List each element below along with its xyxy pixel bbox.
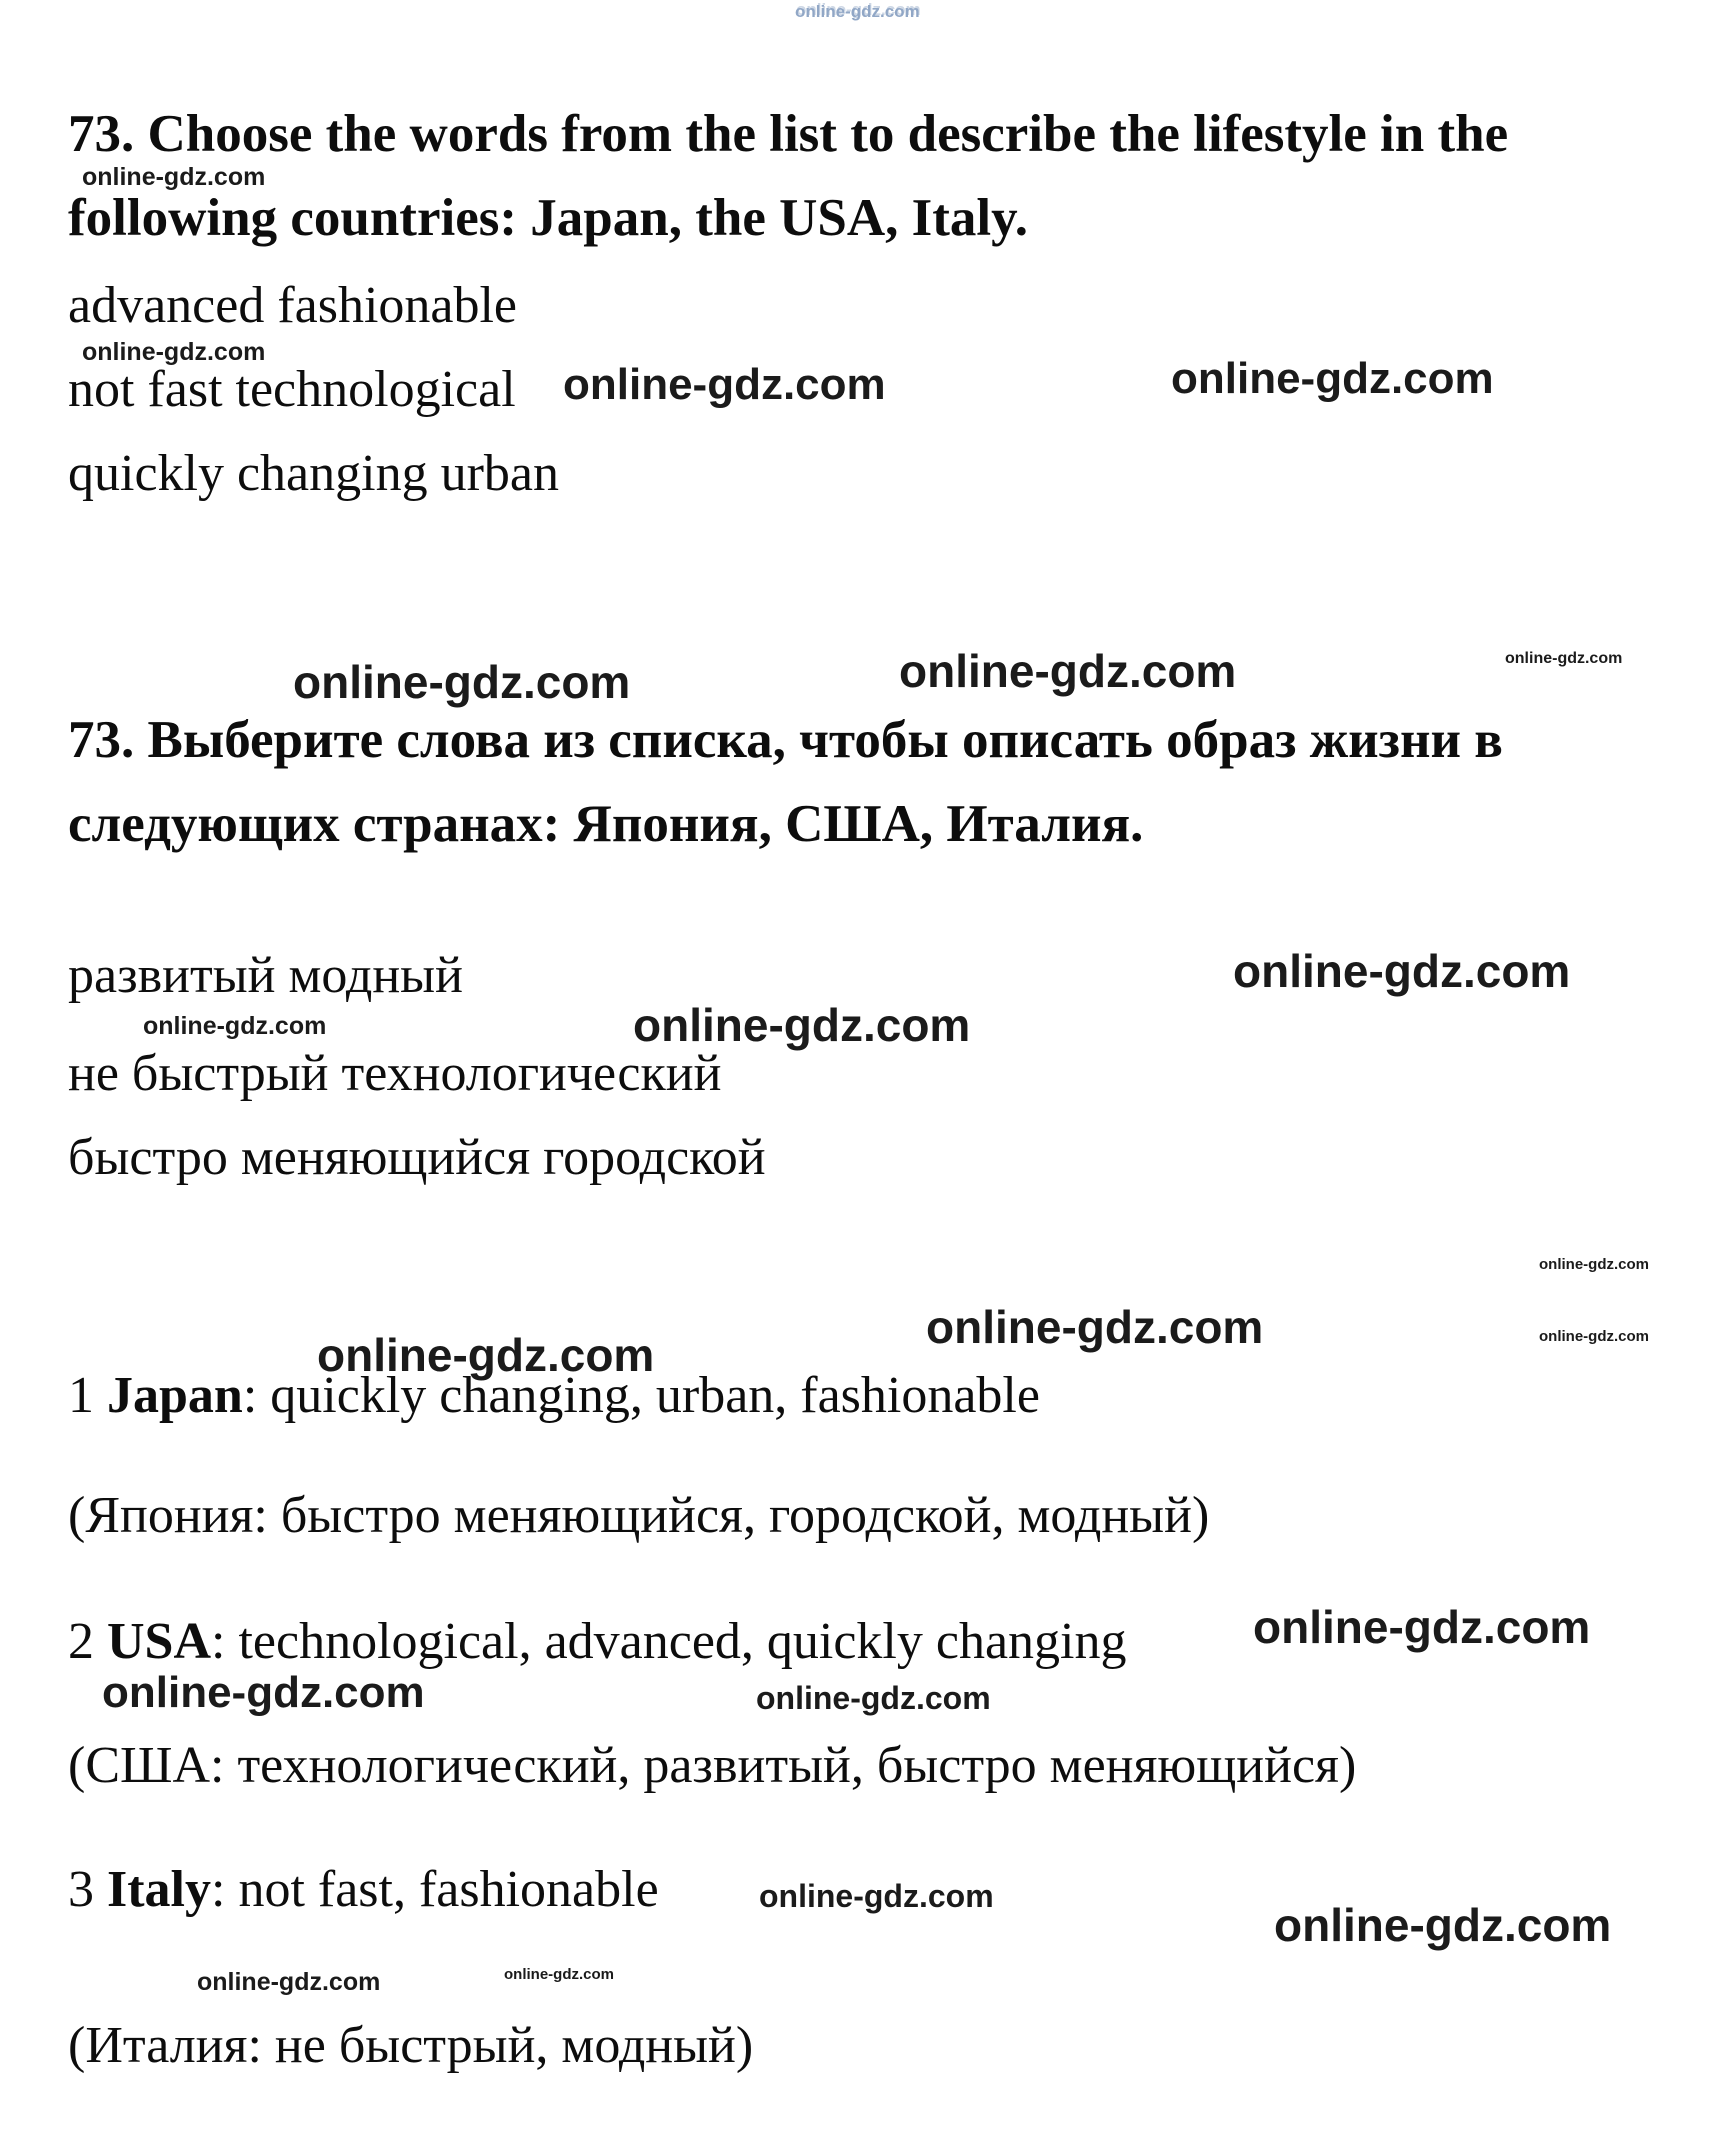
watermark: online-gdz.com (1253, 1601, 1591, 1653)
answer-words: : technological, advanced, quickly changing (211, 1613, 1127, 1670)
watermark: online-gdz.com (759, 1878, 994, 1914)
watermark: online-gdz.com (143, 1012, 327, 1040)
word-list-ru-line-2: не быстрый технологический (68, 1045, 722, 1102)
watermark: online-gdz.com (82, 338, 266, 366)
task-heading-ru-line-2: следующих странах: Япония, США, Италия. (68, 795, 1144, 853)
watermark: online-gdz.com (1274, 1899, 1612, 1951)
task-heading-ru-line-1: 73. Выберите слова из списка, чтобы описать образ жизни в (68, 711, 1503, 769)
watermark: online-gdz.com (197, 1968, 381, 1996)
watermark: online-gdz.com (1233, 945, 1571, 997)
answer-country: Italy (107, 1861, 211, 1918)
word-list-en-line-2: not fast technological (68, 361, 516, 418)
word-list-en-line-3: quickly changing urban (68, 445, 559, 502)
answer-words: : not fast, fashionable (211, 1861, 659, 1918)
translation-line-italy: (Италия: не быстрый, модный) (68, 2017, 754, 2074)
watermark: online-gdz.com (1171, 354, 1494, 403)
answer-line-italy (68, 1860, 659, 1920)
watermark: online-gdz.com (1505, 650, 1623, 667)
watermark: online-gdz.com (504, 1966, 614, 1983)
answer-number: 2 (68, 1613, 107, 1670)
task-heading-en-line-2: following countries: Japan, the USA, Italy. (68, 189, 1028, 247)
answer-line-japan (68, 1366, 1040, 1426)
watermark: online-gdz.com (563, 360, 886, 409)
answer-line-usa (68, 1612, 1127, 1672)
watermark: online-gdz.com (926, 1301, 1264, 1353)
answer-country: USA (107, 1613, 212, 1670)
watermark: online-gdz.com (102, 1668, 425, 1717)
watermark: online-gdz.com (795, 2, 920, 21)
watermark: online-gdz.com (293, 656, 631, 708)
word-list-ru-line-1: развитый модный (68, 947, 463, 1004)
answer-number: 1 (68, 1367, 107, 1424)
translation-line-usa: (США: технологический, развитый, быстро меняющийся) (68, 1737, 1357, 1794)
task-heading-en (68, 92, 1508, 260)
translation-line-japan: (Япония: быстро меняющийся, городской, модный) (68, 1487, 1210, 1544)
watermark: online-gdz.com (1539, 1328, 1649, 1345)
word-list-ru-line-3: быстро меняющийся городской (68, 1129, 766, 1186)
watermark: online-gdz.com (899, 645, 1237, 697)
answer-words: : quickly changing, urban, fashionable (242, 1367, 1040, 1424)
watermark: online-gdz.com (317, 1329, 655, 1381)
watermark: online-gdz.com (82, 163, 266, 191)
watermark: online-gdz.com (1539, 1256, 1649, 1273)
answer-country: Japan (107, 1367, 243, 1424)
watermark: online-gdz.com (756, 1680, 991, 1716)
answer-number: 3 (68, 1861, 107, 1918)
word-list-en-line-1: advanced fashionable (68, 277, 518, 334)
watermark: online-gdz.com (633, 999, 971, 1051)
task-heading-en-line-1: 73. Choose the words from the list to describe the lifestyle in the (68, 105, 1509, 163)
task-heading-ru (68, 698, 1503, 866)
